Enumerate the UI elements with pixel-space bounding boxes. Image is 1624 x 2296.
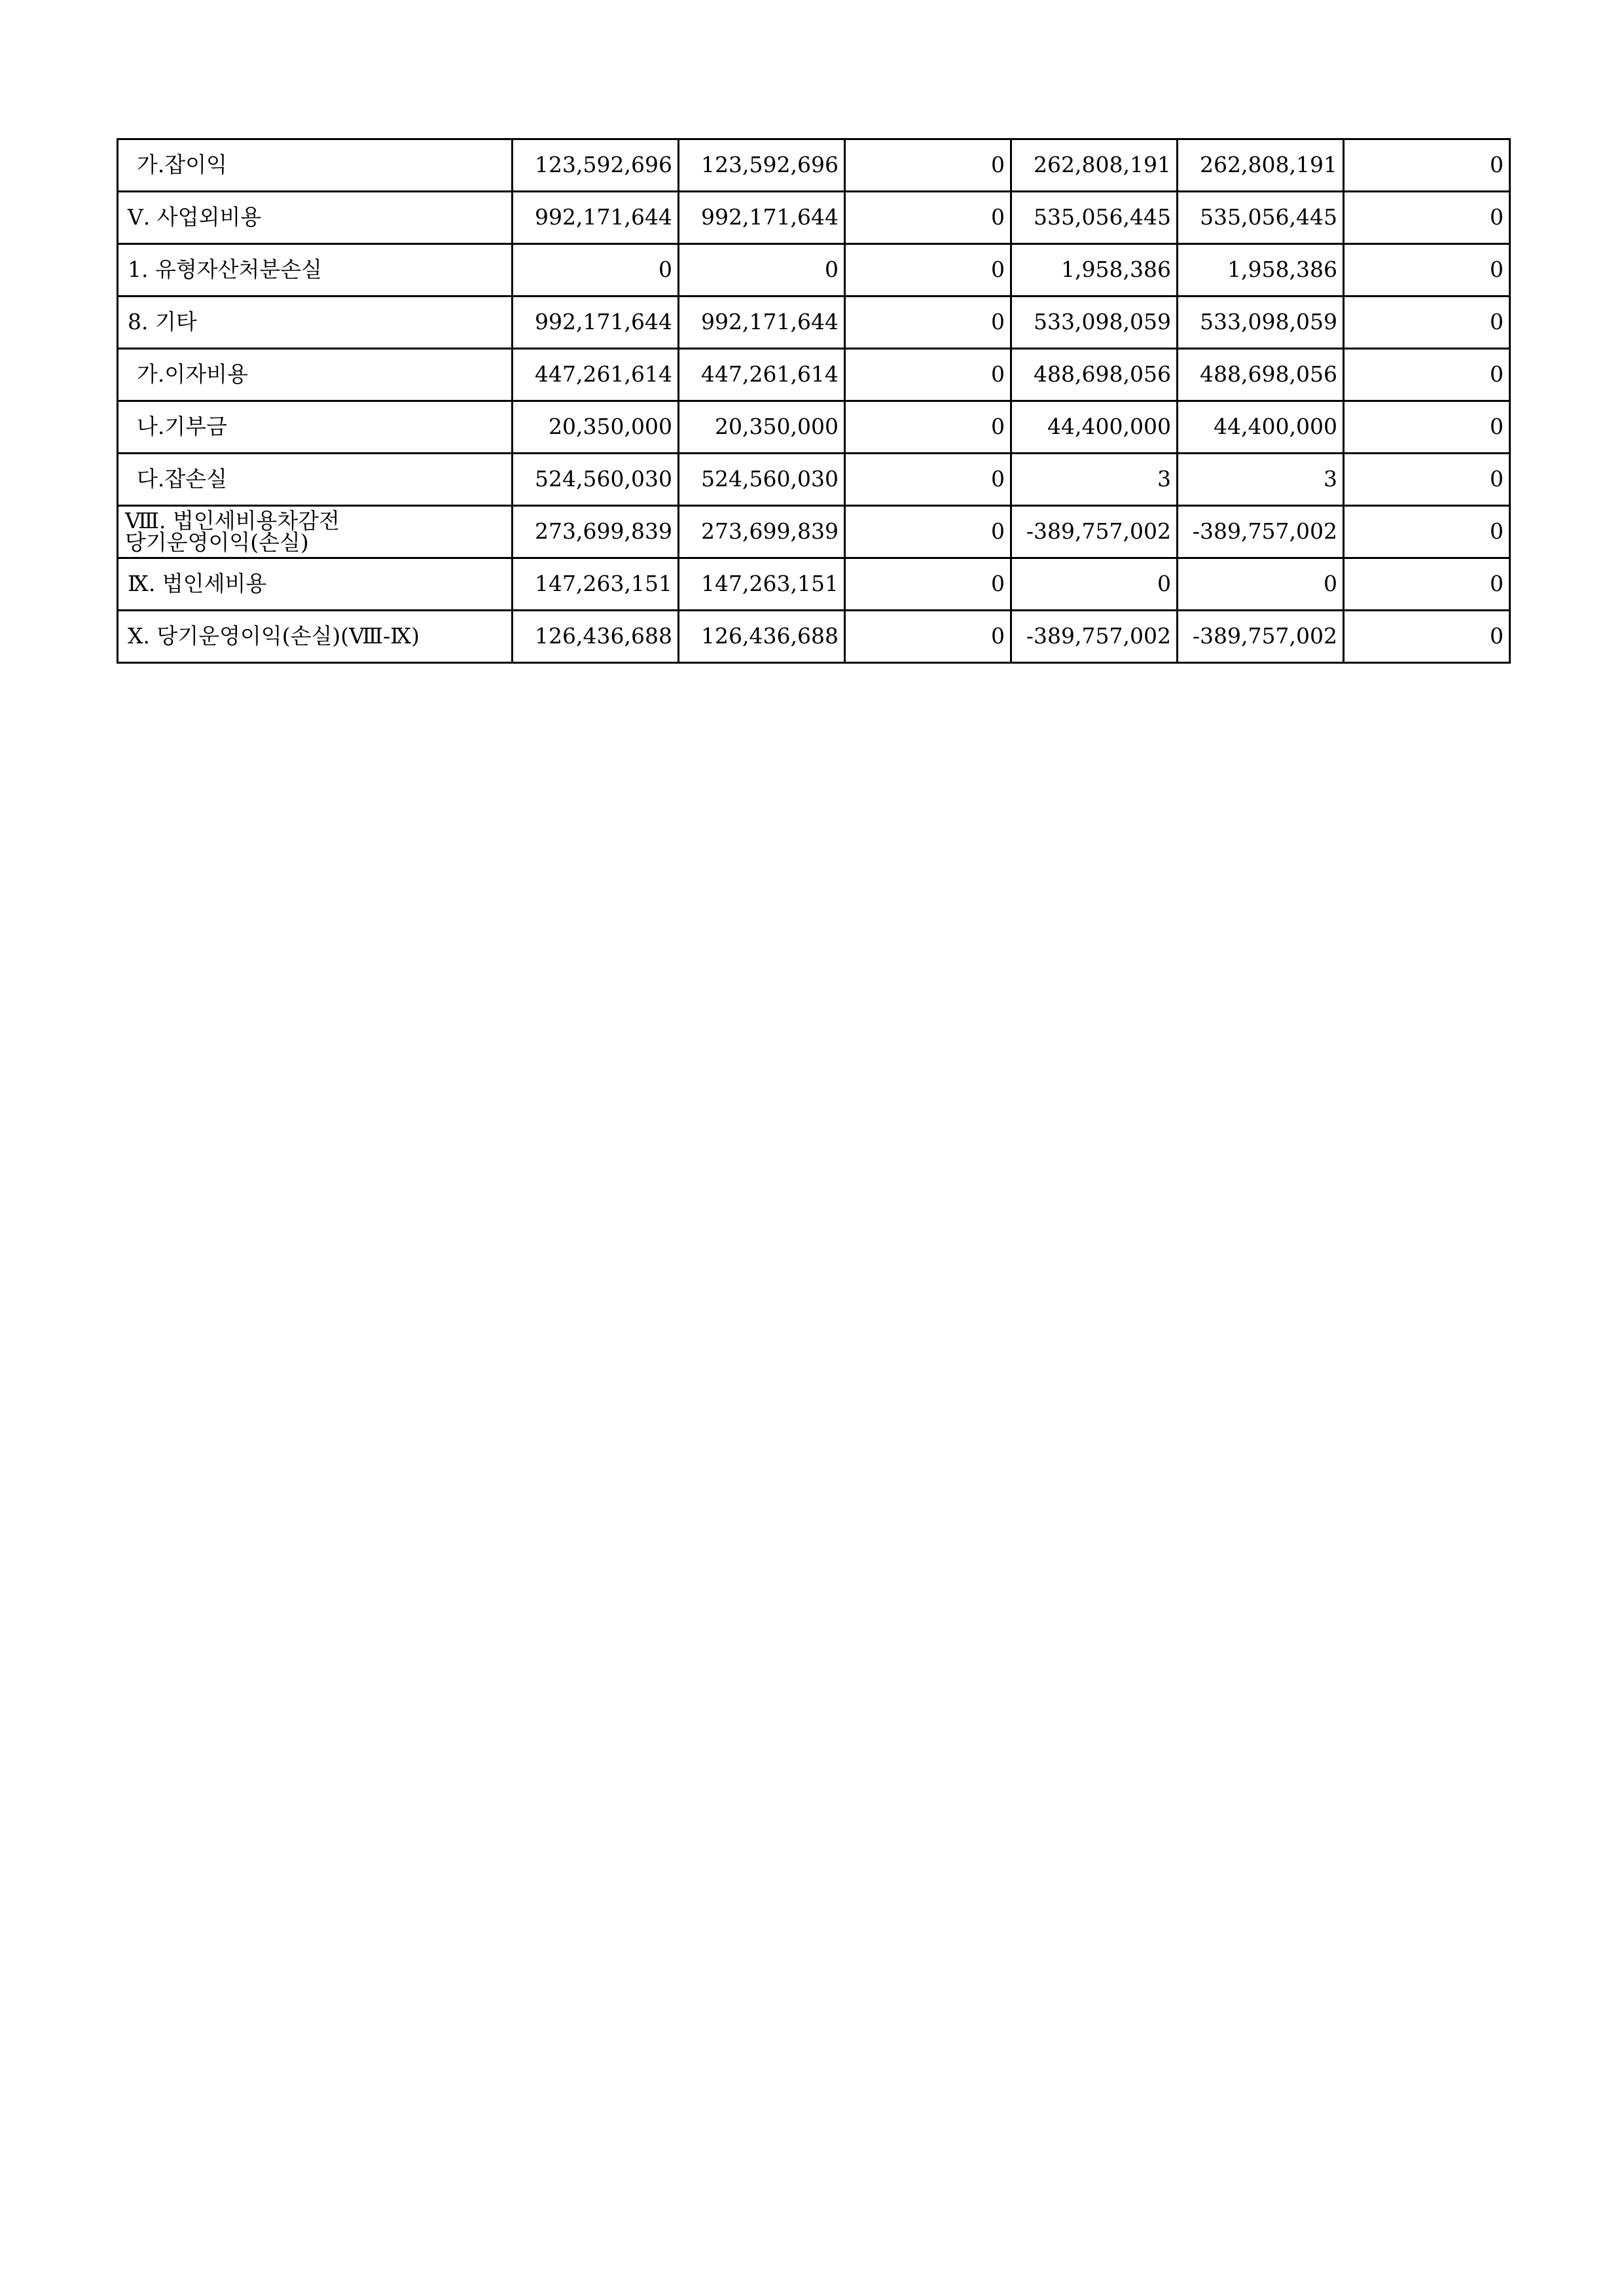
row-label: Ⅷ. 법인세비용차감전 당기운영이익(손실) (118, 506, 513, 558)
amount-cell: 992,171,644 (679, 296, 845, 349)
amount-cell: 0 (1344, 454, 1510, 506)
row-label: 가.이자비용 (118, 349, 513, 401)
amount-cell: -389,757,002 (1178, 506, 1344, 558)
amount-cell: 0 (679, 244, 845, 296)
amount-cell: 0 (1344, 349, 1510, 401)
table-row (118, 349, 1510, 401)
row-label: 나.기부금 (118, 401, 513, 454)
table-body (118, 139, 1510, 663)
table-row (118, 296, 1510, 349)
amount-cell: 447,261,614 (513, 349, 679, 401)
amount-cell: 535,056,445 (1178, 192, 1344, 244)
row-label: Ⅸ. 법인세비용 (118, 558, 513, 611)
amount-cell: 0 (1344, 296, 1510, 349)
amount-cell: -389,757,002 (1178, 611, 1344, 663)
amount-cell: 0 (1178, 558, 1344, 611)
amount-cell: 992,171,644 (679, 192, 845, 244)
amount-cell: 0 (845, 192, 1011, 244)
amount-cell: 1,958,386 (1011, 244, 1178, 296)
amount-cell: 1,958,386 (1178, 244, 1344, 296)
amount-cell: 123,592,696 (679, 139, 845, 192)
amount-cell: 3 (1178, 454, 1344, 506)
amount-cell: 0 (845, 349, 1011, 401)
row-label: Ⅴ. 사업외비용 (118, 192, 513, 244)
amount-cell: 0 (1344, 192, 1510, 244)
amount-cell: 535,056,445 (1011, 192, 1178, 244)
amount-cell: 0 (845, 558, 1011, 611)
amount-cell: 0 (1344, 611, 1510, 663)
amount-cell: 44,400,000 (1178, 401, 1344, 454)
amount-cell: 0 (845, 139, 1011, 192)
table-row (118, 192, 1510, 244)
table-row (118, 611, 1510, 663)
amount-cell: 0 (1344, 558, 1510, 611)
amount-cell: 44,400,000 (1011, 401, 1178, 454)
amount-cell: 126,436,688 (513, 611, 679, 663)
amount-cell: 20,350,000 (513, 401, 679, 454)
amount-cell: 0 (1344, 401, 1510, 454)
amount-cell: 0 (513, 244, 679, 296)
amount-cell: 262,808,191 (1011, 139, 1178, 192)
amount-cell: 488,698,056 (1011, 349, 1178, 401)
amount-cell: 147,263,151 (679, 558, 845, 611)
amount-cell: 0 (845, 296, 1011, 349)
amount-cell: 262,808,191 (1178, 139, 1344, 192)
table-row (118, 139, 1510, 192)
amount-cell: 0 (1344, 506, 1510, 558)
amount-cell: 533,098,059 (1178, 296, 1344, 349)
amount-cell: 0 (845, 454, 1011, 506)
row-label: Ⅹ. 당기운영이익(손실)(Ⅷ-Ⅸ) (118, 611, 513, 663)
amount-cell: 447,261,614 (679, 349, 845, 401)
amount-cell: 0 (845, 506, 1011, 558)
amount-cell: 992,171,644 (513, 192, 679, 244)
amount-cell: 0 (845, 244, 1011, 296)
amount-cell: 3 (1011, 454, 1178, 506)
table-row (118, 454, 1510, 506)
amount-cell: 126,436,688 (679, 611, 845, 663)
amount-cell: 0 (845, 401, 1011, 454)
row-label: 가.잡이익 (118, 139, 513, 192)
table-row (118, 506, 1510, 558)
table-row (118, 244, 1510, 296)
row-label: 1. 유형자산처분손실 (118, 244, 513, 296)
table-row (118, 401, 1510, 454)
amount-cell: 0 (1344, 139, 1510, 192)
amount-cell: -389,757,002 (1011, 506, 1178, 558)
amount-cell: 533,098,059 (1011, 296, 1178, 349)
amount-cell: 273,699,839 (679, 506, 845, 558)
amount-cell: 123,592,696 (513, 139, 679, 192)
amount-cell: -389,757,002 (1011, 611, 1178, 663)
table-row (118, 558, 1510, 611)
row-label: 8. 기타 (118, 296, 513, 349)
amount-cell: 273,699,839 (513, 506, 679, 558)
amount-cell: 20,350,000 (679, 401, 845, 454)
amount-cell: 0 (1344, 244, 1510, 296)
row-label: 다.잡손실 (118, 454, 513, 506)
amount-cell: 147,263,151 (513, 558, 679, 611)
amount-cell: 524,560,030 (679, 454, 845, 506)
amount-cell: 488,698,056 (1178, 349, 1344, 401)
financial-statement-table (117, 138, 1511, 664)
amount-cell: 524,560,030 (513, 454, 679, 506)
amount-cell: 0 (1011, 558, 1178, 611)
amount-cell: 992,171,644 (513, 296, 679, 349)
amount-cell: 0 (845, 611, 1011, 663)
